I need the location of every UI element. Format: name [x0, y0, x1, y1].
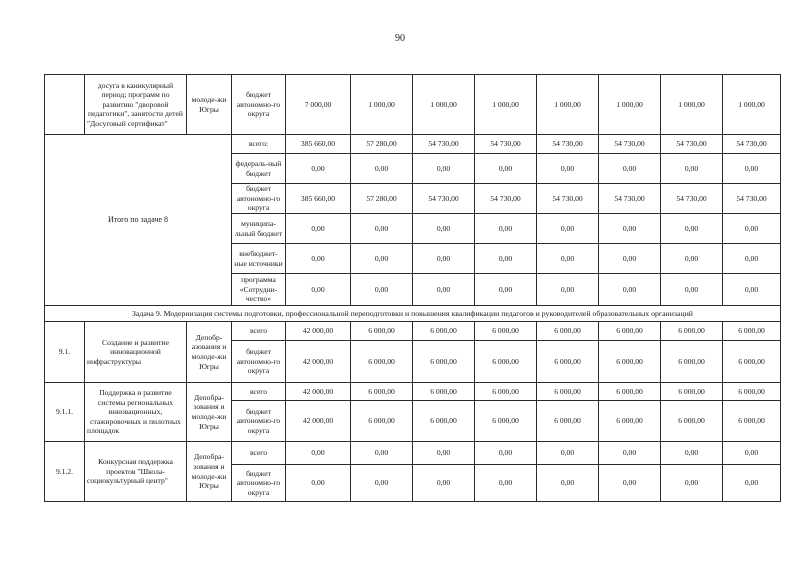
- value-cell: 6 000,00: [661, 383, 723, 401]
- value-cell: 1 000,00: [351, 75, 413, 135]
- value-cell: 0,00: [537, 465, 599, 502]
- source-cell: всего: [232, 322, 286, 341]
- value-cell: 0,00: [413, 442, 475, 465]
- value-cell: 6 000,00: [413, 401, 475, 442]
- value-cell: 6 000,00: [413, 341, 475, 383]
- value-cell: 0,00: [599, 442, 661, 465]
- value-cell: 6 000,00: [661, 401, 723, 442]
- value-cell: 0,00: [661, 465, 723, 502]
- value-cell: 6 000,00: [723, 341, 781, 383]
- value-cell: 0,00: [723, 274, 781, 306]
- value-cell: 54 730,00: [413, 135, 475, 154]
- value-cell: 0,00: [413, 214, 475, 244]
- value-cell: 54 730,00: [537, 135, 599, 154]
- value-cell: 0,00: [351, 465, 413, 502]
- value-cell: 42 000,00: [286, 322, 351, 341]
- description-cell: досуга в каникулярный период; программ по развитию "дворовой педагогики", занятости детей "Досуговый сертификат": [85, 75, 187, 135]
- item-row: [45, 322, 781, 341]
- value-cell: 0,00: [286, 214, 351, 244]
- value-cell: 0,00: [351, 442, 413, 465]
- value-cell: 1 000,00: [537, 75, 599, 135]
- value-cell: 6 000,00: [661, 341, 723, 383]
- value-cell: 0,00: [286, 465, 351, 502]
- value-cell: 1 000,00: [661, 75, 723, 135]
- itogo-label: Итого по задаче 8: [45, 135, 232, 306]
- source-cell: внебюджет-ные источники: [232, 244, 286, 274]
- source-cell: всего: [232, 442, 286, 465]
- value-cell: 0,00: [413, 244, 475, 274]
- value-cell: 57 280,00: [351, 184, 413, 214]
- value-cell: 0,00: [537, 442, 599, 465]
- value-cell: 0,00: [286, 274, 351, 306]
- value-cell: 0,00: [537, 244, 599, 274]
- value-cell: 57 280,00: [351, 135, 413, 154]
- value-cell: 1 000,00: [723, 75, 781, 135]
- value-cell: 1 000,00: [475, 75, 537, 135]
- task9-title: Задача 9. Модернизация системы подготовки, профессиональной переподготовки и повышения квалификации педагогов и руководителей образовательных организаций: [45, 306, 781, 322]
- value-cell: 6 000,00: [537, 322, 599, 341]
- value-cell: 0,00: [661, 214, 723, 244]
- description-cell: Поддержка и развитие системы региональных инновационных, стажировочных и пилотных площадок: [85, 383, 187, 442]
- source-cell: бюджет автономно-го округа: [232, 184, 286, 214]
- value-cell: 0,00: [475, 465, 537, 502]
- executor-cell: Депобра-зования и молоде-жи Югры: [187, 442, 232, 502]
- executor-cell: молоде-жи Югры: [187, 75, 232, 135]
- value-cell: 6 000,00: [599, 383, 661, 401]
- item-row: [45, 442, 781, 465]
- value-cell: 6 000,00: [723, 401, 781, 442]
- description-cell: Конкурсная поддержка проектов "Школа-социокультурный центр": [85, 442, 187, 502]
- source-cell: всего: [232, 383, 286, 401]
- value-cell: 6 000,00: [351, 383, 413, 401]
- source-cell: муниципа-льный бюджет: [232, 214, 286, 244]
- value-cell: 0,00: [661, 244, 723, 274]
- value-cell: 6 000,00: [537, 401, 599, 442]
- value-cell: 0,00: [351, 274, 413, 306]
- value-cell: 1 000,00: [413, 75, 475, 135]
- value-cell: 42 000,00: [286, 383, 351, 401]
- source-cell: бюджет автономно-го округа: [232, 75, 286, 135]
- value-cell: 1 000,00: [599, 75, 661, 135]
- value-cell: 0,00: [537, 214, 599, 244]
- code-cell: 9.1.2.: [45, 442, 85, 502]
- value-cell: 385 660,00: [286, 135, 351, 154]
- value-cell: 6 000,00: [537, 383, 599, 401]
- budget-table: [44, 74, 781, 502]
- source-cell: программа «Сотрудни-чество»: [232, 274, 286, 306]
- value-cell: 0,00: [475, 214, 537, 244]
- value-cell: 0,00: [723, 442, 781, 465]
- description-cell: Создание и развитие инновационной инфраструктуры: [85, 322, 187, 383]
- value-cell: 6 000,00: [475, 401, 537, 442]
- value-cell: 7 000,00: [286, 75, 351, 135]
- value-cell: 6 000,00: [475, 341, 537, 383]
- value-cell: 385 660,00: [286, 184, 351, 214]
- value-cell: 6 000,00: [537, 341, 599, 383]
- value-cell: 0,00: [661, 154, 723, 184]
- value-cell: 6 000,00: [599, 341, 661, 383]
- source-cell: бюджет автономно-го округа: [232, 401, 286, 442]
- value-cell: 54 730,00: [661, 184, 723, 214]
- page-number: 90: [395, 33, 405, 44]
- value-cell: 54 730,00: [599, 135, 661, 154]
- source-cell: бюджет автономно-го округа: [232, 465, 286, 502]
- value-cell: 6 000,00: [351, 322, 413, 341]
- code-cell: [45, 75, 85, 135]
- value-cell: 0,00: [286, 244, 351, 274]
- executor-cell: Депобра-зования и молоде-жи Югры: [187, 383, 232, 442]
- value-cell: 6 000,00: [351, 341, 413, 383]
- item-row: [45, 383, 781, 401]
- value-cell: 54 730,00: [475, 184, 537, 214]
- value-cell: 0,00: [599, 465, 661, 502]
- value-cell: 0,00: [537, 274, 599, 306]
- value-cell: 0,00: [475, 154, 537, 184]
- value-cell: 0,00: [723, 244, 781, 274]
- source-cell: бюджет автономно-го округа: [232, 341, 286, 383]
- value-cell: 6 000,00: [413, 322, 475, 341]
- value-cell: 42 000,00: [286, 341, 351, 383]
- value-cell: 6 000,00: [723, 322, 781, 341]
- value-cell: 42 000,00: [286, 401, 351, 442]
- value-cell: 6 000,00: [599, 401, 661, 442]
- value-cell: 0,00: [537, 154, 599, 184]
- value-cell: 6 000,00: [413, 383, 475, 401]
- value-cell: 0,00: [351, 214, 413, 244]
- value-cell: 6 000,00: [661, 322, 723, 341]
- value-cell: 0,00: [413, 154, 475, 184]
- value-cell: 0,00: [599, 274, 661, 306]
- value-cell: 0,00: [351, 154, 413, 184]
- task-header-row: [45, 306, 781, 322]
- value-cell: 0,00: [723, 214, 781, 244]
- value-cell: 6 000,00: [351, 401, 413, 442]
- value-cell: 0,00: [413, 465, 475, 502]
- source-cell: всего:: [232, 135, 286, 154]
- value-cell: 54 730,00: [723, 184, 781, 214]
- executor-cell: Депобр-азования и молоде-жи Югры: [187, 322, 232, 383]
- table-row-prev: [45, 75, 781, 135]
- value-cell: 6 000,00: [475, 322, 537, 341]
- value-cell: 54 730,00: [723, 135, 781, 154]
- itogo-row: [45, 135, 781, 154]
- value-cell: 0,00: [475, 442, 537, 465]
- value-cell: 0,00: [723, 154, 781, 184]
- value-cell: 0,00: [661, 442, 723, 465]
- value-cell: 54 730,00: [661, 135, 723, 154]
- value-cell: 6 000,00: [723, 383, 781, 401]
- value-cell: 0,00: [599, 244, 661, 274]
- value-cell: 0,00: [475, 244, 537, 274]
- value-cell: 0,00: [286, 442, 351, 465]
- value-cell: 0,00: [723, 465, 781, 502]
- code-cell: 9.1.: [45, 322, 85, 383]
- source-cell: федераль-ный бюджет: [232, 154, 286, 184]
- value-cell: 6 000,00: [475, 383, 537, 401]
- value-cell: 54 730,00: [475, 135, 537, 154]
- value-cell: 0,00: [413, 274, 475, 306]
- value-cell: 0,00: [599, 154, 661, 184]
- value-cell: 0,00: [599, 214, 661, 244]
- value-cell: 54 730,00: [537, 184, 599, 214]
- value-cell: 0,00: [475, 274, 537, 306]
- code-cell: 9.1.1.: [45, 383, 85, 442]
- value-cell: 54 730,00: [599, 184, 661, 214]
- value-cell: 0,00: [286, 154, 351, 184]
- value-cell: 54 730,00: [413, 184, 475, 214]
- value-cell: 0,00: [661, 274, 723, 306]
- value-cell: 6 000,00: [599, 322, 661, 341]
- value-cell: 0,00: [351, 244, 413, 274]
